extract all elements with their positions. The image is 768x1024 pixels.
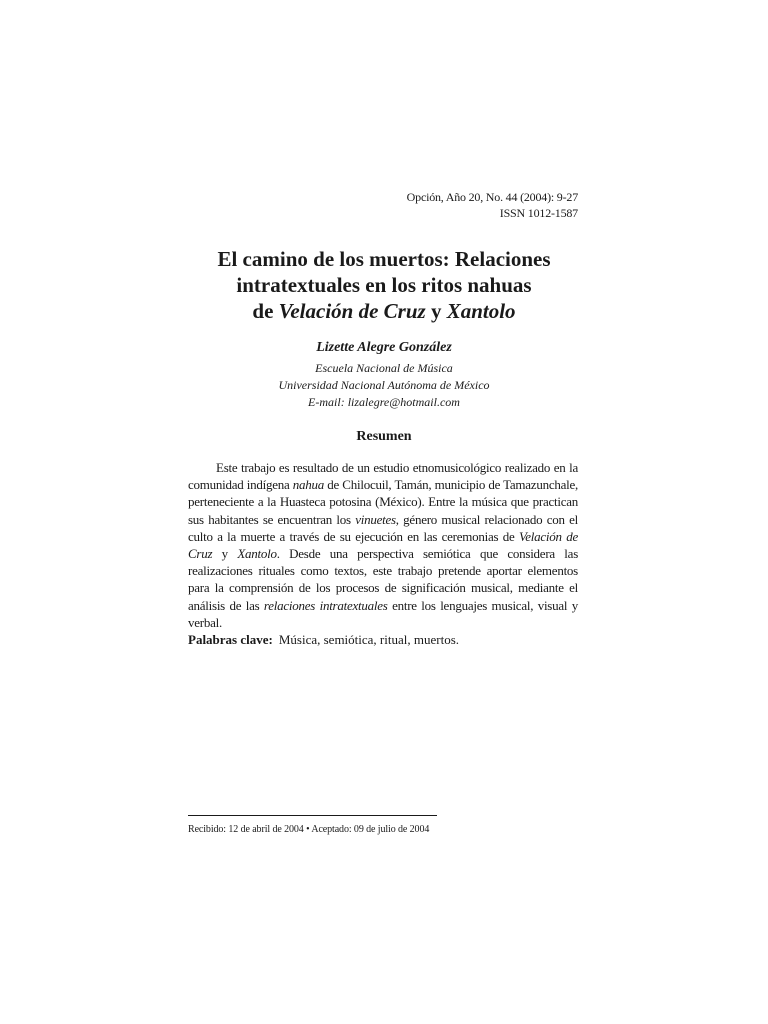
abstract-text-2: de Chilocuil, Tamán, municipio de Tamazunchale, perteneciente a la Huasteca potosina (México). Entre la música que practican sus habitantes se encuentran los [188, 477, 578, 527]
abstract-paragraph [188, 459, 578, 631]
title-italic-xantolo: Xantolo [446, 299, 516, 323]
footnote-divider [188, 815, 437, 816]
abstract-italic-vinuetes: vinuetes [355, 511, 396, 527]
abstract-italic-velacion: Velación de Cruz [188, 528, 578, 562]
title-line-3-mid: y [425, 299, 447, 323]
abstract-body [188, 459, 578, 631]
author-name: Lizette Alegre González [316, 340, 452, 355]
title-line-2: intratextuales en los ritos nahuas [236, 273, 532, 297]
affiliation-university: Universidad Nacional Autónoma de México [278, 378, 490, 392]
title-line-3 [140, 298, 628, 324]
abstract-text-1: Este trabajo es resultado de un estudio etnomusicológico realizado en la comunidad indígena [188, 460, 578, 493]
footnote-dates: Recibido: 12 de abril de 2004 • Aceptado: 09 de julio de 2004 [188, 824, 430, 835]
citation-issn-line: ISSN 1012-1587 [499, 206, 578, 220]
journal-citation [407, 189, 578, 221]
abstract-italic-relaciones: relaciones intratextuales [263, 597, 388, 613]
author-affiliation [140, 360, 628, 411]
abstract-text-3: , género musical relacionado con el culto a la muerte a través de su ejecución en las ceremonias de [188, 511, 578, 544]
abstract-heading: Resumen [356, 429, 412, 444]
affiliation-school: Escuela Nacional de Música [315, 361, 453, 375]
keywords-label: Palabras clave: [188, 632, 273, 647]
article-title [140, 246, 628, 324]
abstract-italic-nahua: nahua [292, 477, 325, 493]
abstract-text-4: y [212, 546, 238, 562]
abstract-text-5: . Desde una perspectiva semiótica que considera las realizaciones rituales como textos, este trabajo pretende aportar elementos para la comprensión de los procesos de significación musical, mediante el análisis de las [188, 546, 578, 613]
citation-journal-line: Opción, Año 20, No. 44 (2004): 9-27 [406, 190, 578, 204]
abstract-italic-xantolo: Xantolo [237, 546, 277, 562]
title-italic-velacion: Velación de Cruz [278, 299, 426, 323]
title-line-1: El camino de los muertos: Relaciones [217, 247, 551, 271]
keywords [188, 631, 578, 648]
author-email: E-mail: lizalegre@hotmail.com [308, 395, 460, 409]
abstract-text-6: entre los lenguajes musical, visual y verbal. [188, 597, 578, 630]
keywords-value: Música, semiótica, ritual, muertos. [278, 632, 459, 647]
title-line-3-prefix: de [252, 299, 279, 323]
